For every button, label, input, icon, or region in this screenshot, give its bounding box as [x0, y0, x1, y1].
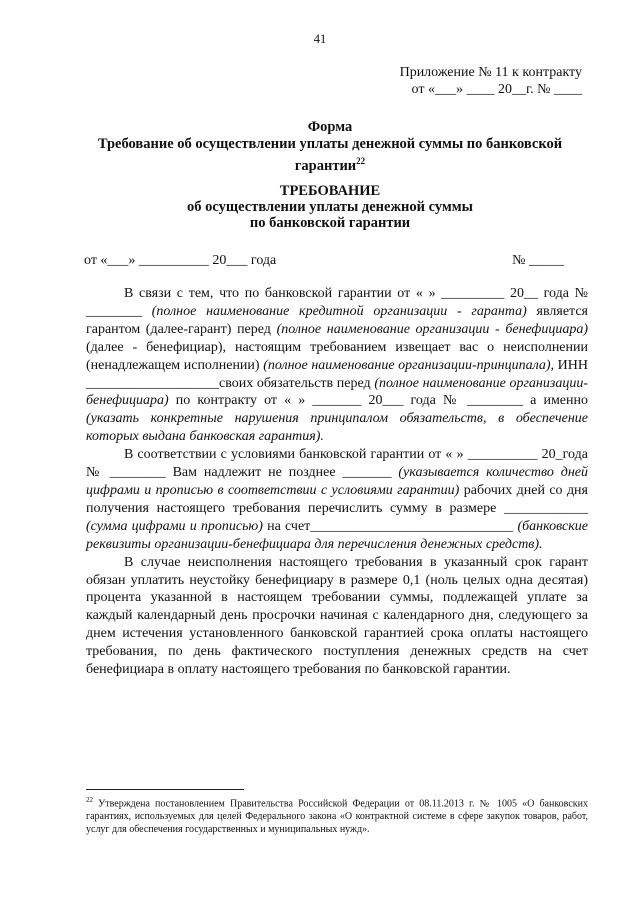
- p1-italic-4: (полное наименование организации-бенефициара): [86, 375, 588, 409]
- p1-text-2: является гарантом (далее-гарант) перед: [86, 303, 588, 337]
- footnote-separator: [86, 789, 244, 790]
- form-title-line-2: [80, 153, 580, 175]
- appendix-line-2: от «___» ____ 20__г. № ____: [411, 82, 582, 97]
- paragraph-payment: [86, 446, 588, 553]
- form-title: [80, 119, 580, 175]
- p2-text-2: рабочих дней со дня получения настоящего требования перечислить сумму в размере ____________: [86, 482, 588, 516]
- p2-text-3: на счет_____________________________: [262, 518, 518, 534]
- form-title-line-2-text: гарантии: [294, 157, 357, 174]
- p2-text-1: В соответствии с условиями банковской гарантии от « » __________ 20_года № ________ Вам надлежит не позднее _______: [86, 447, 588, 481]
- p1-italic-3: (полное наименование организации-принципала),: [263, 357, 555, 373]
- footnote-reference: 22: [356, 156, 366, 166]
- number-line: № _____: [512, 253, 564, 268]
- form-label: Форма: [307, 119, 353, 135]
- p1-italic-1: (полное наименование кредитной организации - гаранта): [151, 303, 527, 319]
- footnote-mark: 22: [86, 796, 93, 804]
- appendix-reference: [400, 64, 582, 98]
- demand-heading-line-2: об осуществлении уплаты денежной суммы: [187, 199, 473, 215]
- p1-text-4: ИНН ___________________своих обязательств перед: [86, 357, 588, 391]
- paragraph-penalty: В случае неисполнения настоящего требования в указанный срок гарант обязан уплатить неустойку бенефициару в размере 0,1 (ноль целых одна десятая) процента указанной в настоящем требовании суммы, подлежащей уплате за каждый календарный день просрочки начиная с календарного дня, следующего за днем истечения установленного банковской гарантией срока оплаты настоящего требования, по день фактического поступления денежных средств на счет бенефициара в оплату настоящего требования по банковской гарантии.: [86, 554, 588, 678]
- p1-text-5: по контракту от « » _______ 20___ года № ________ а именно: [168, 393, 588, 409]
- p1-italic-5: (указать конкретные нарушения принципалом обязательств, в обеспечение которых выдана банковская гарантия).: [86, 411, 588, 445]
- p1-italic-2: (полное наименование организации - бенефициара): [276, 321, 588, 337]
- p2-italic-3: (банковские реквизиты организации-бенефициара для перечисления денежных средств).: [86, 518, 588, 552]
- p2-italic-2: (сумма цифрами и прописью): [86, 518, 263, 534]
- p2-italic-1: (указывается количество дней цифрами и прописью в соответствии с условиями гарантии): [86, 465, 588, 498]
- p1-text-3: (далее - бенефициар), настоящим требованием извещает вас о неисполнении (ненадлежащем исполнении): [86, 339, 588, 373]
- form-title-line-1: Требование об осуществлении уплаты денежной суммы по банковской: [97, 136, 563, 152]
- demand-heading-line-3: по банковской гарантии: [249, 215, 411, 231]
- page-number: 41: [313, 32, 327, 46]
- demand-heading-line-1: ТРЕБОВАНИЕ: [279, 183, 381, 199]
- p1-text-1: В связи с тем, что по банковской гарантии от « » _________ 20__ года № ________: [86, 286, 588, 319]
- appendix-line-1: Приложение № 11 к контракту: [399, 65, 582, 80]
- footnote-text: Утверждена постановлением Правительства Российской Федерации от 08.11.2013 г. № 1005 «О банковских гарантиях, используемых для целей Федерального закона «О контрактной системе в сфере закупок товаров, работ, услуг для обеспечения государственных и муниципальных нужд».: [86, 798, 588, 836]
- footnote: [86, 794, 588, 836]
- body-text: [86, 285, 588, 679]
- demand-heading: [80, 183, 580, 231]
- paragraph-notice: [86, 285, 588, 446]
- date-line: от «___» __________ 20___ года: [84, 253, 277, 268]
